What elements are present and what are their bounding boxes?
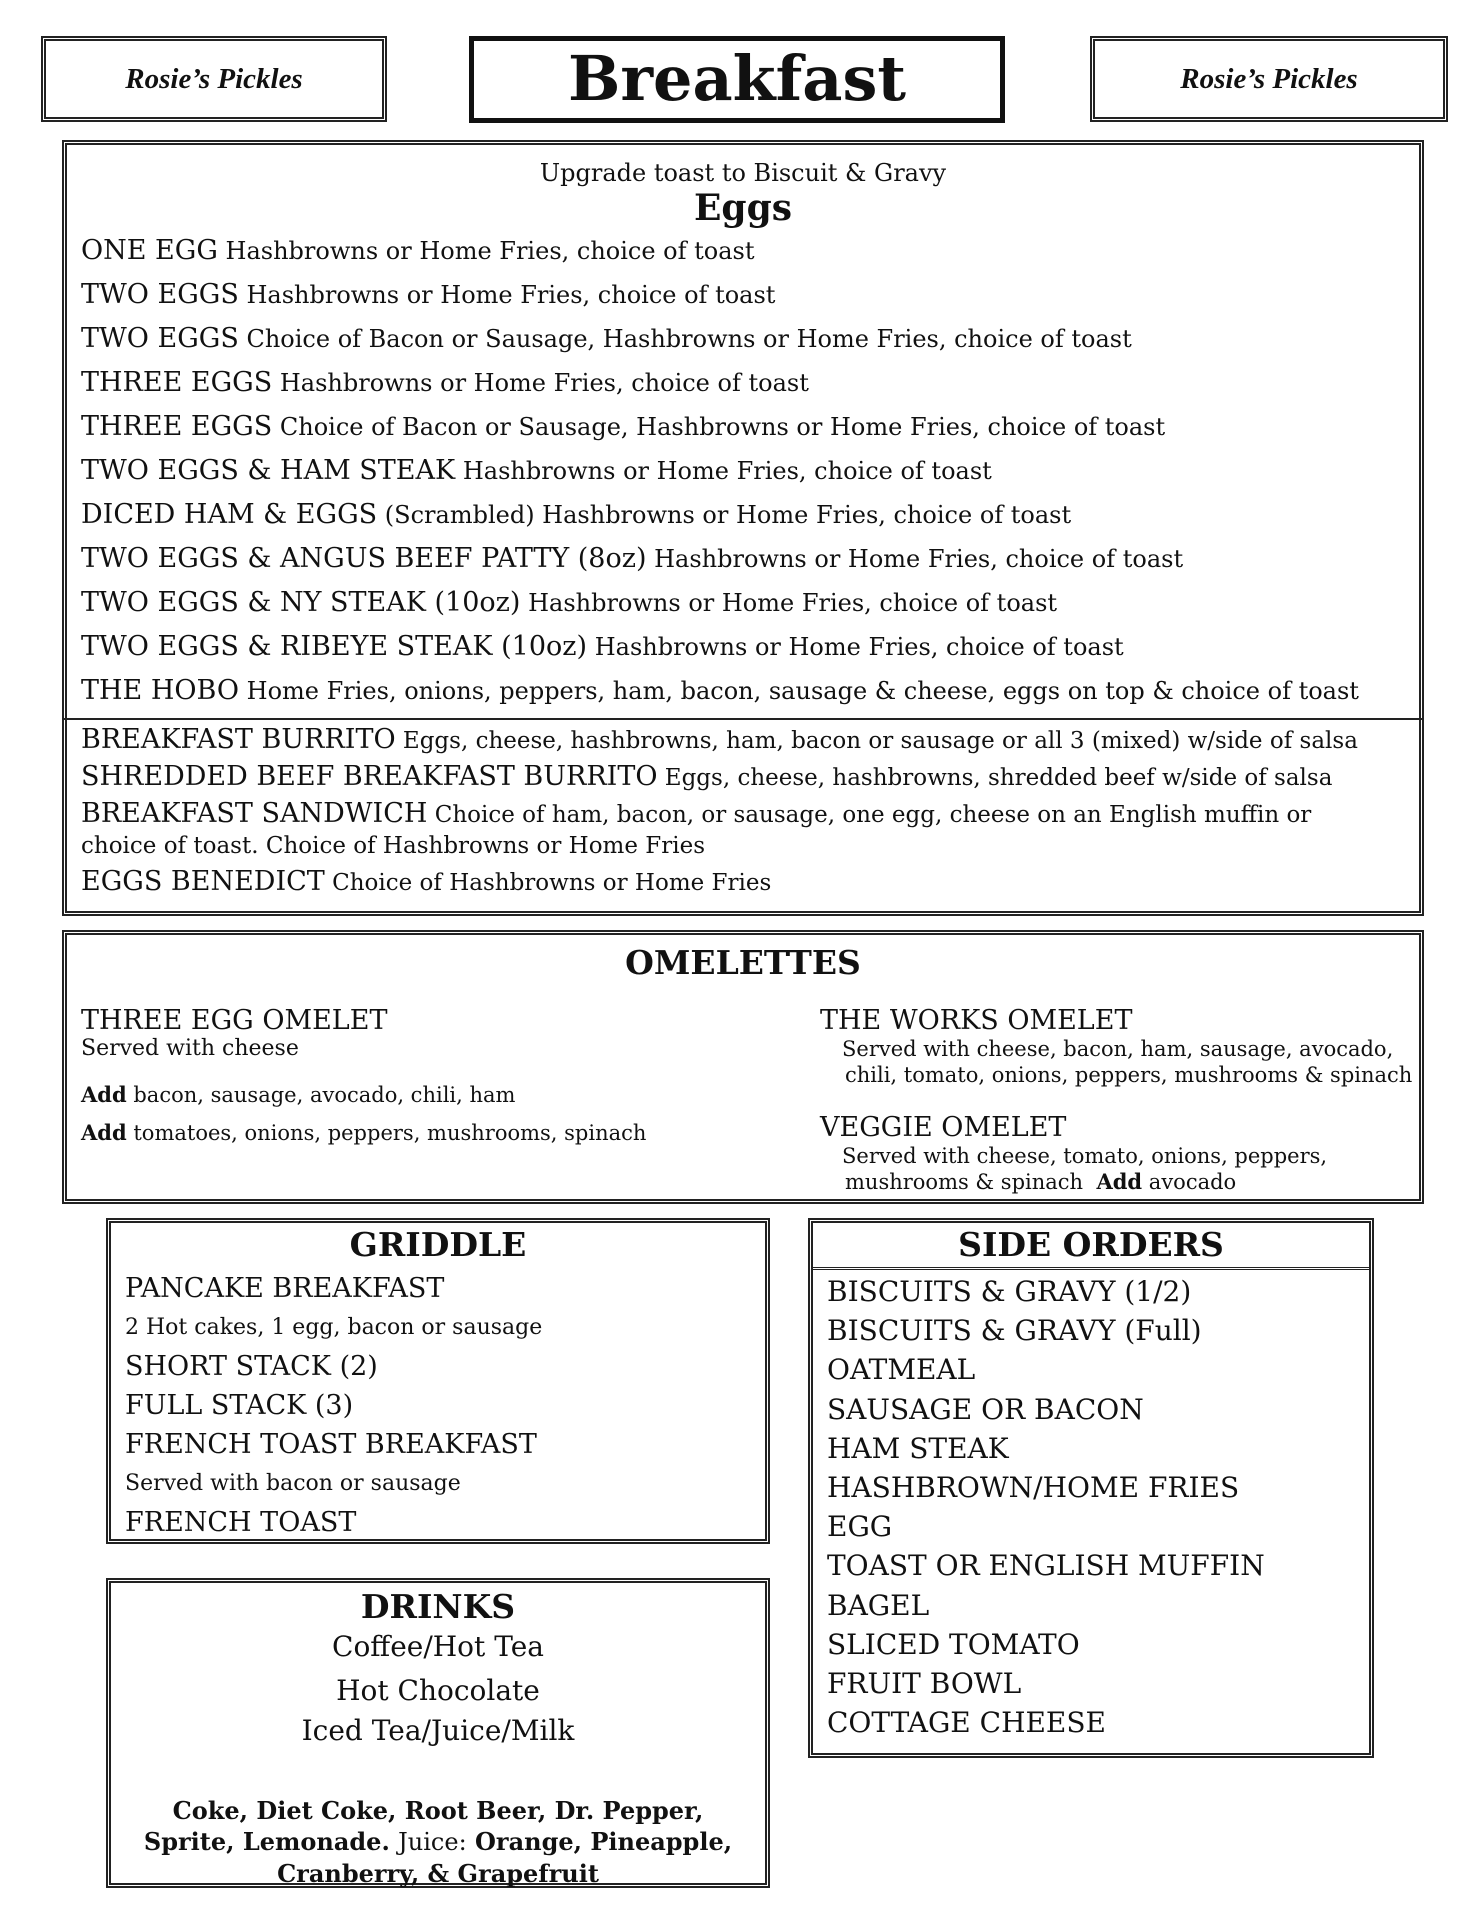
menu-item: [81, 537, 1419, 581]
item-desc: (Scrambled) Hashbrowns or Home Fries, choice of toast: [384, 501, 1072, 529]
list-item: BAGEL: [827, 1588, 930, 1622]
list-item: BISCUITS & GRAVY (Full): [827, 1314, 1202, 1348]
menu-item: [81, 229, 1419, 273]
item-desc: Hashbrowns or Home Fries, choice of toast: [246, 281, 776, 309]
menu-item: PANCAKE BREAKFAST: [125, 1273, 445, 1304]
list-item: TOAST OR ENGLISH MUFFIN: [827, 1549, 1265, 1583]
list-item: OATMEAL: [827, 1353, 976, 1387]
item-name: TWO EGGS & HAM STEAK: [81, 455, 456, 486]
item-desc: Served with cheese: [81, 1036, 299, 1061]
list-item: SAUSAGE OR BACON: [827, 1392, 1144, 1426]
burrito-items: [67, 724, 1419, 899]
list-item: SLICED TOMATO: [827, 1627, 1080, 1661]
header-logo-right: [1090, 36, 1448, 122]
griddle-title: GRIDDLE: [349, 1225, 527, 1264]
item-name: TWO EGGS: [81, 279, 239, 310]
item-desc: Served with bacon or sausage: [125, 1471, 461, 1496]
item-desc: Hashbrowns or Home Fries, choice of toast: [528, 589, 1058, 617]
menu-item: [81, 866, 1419, 899]
list-item: Coffee/Hot Tea: [332, 1630, 544, 1663]
juice-label: Juice:: [398, 1828, 467, 1856]
item-name: THREE EGG OMELET: [81, 1005, 388, 1036]
item-desc: Hashbrowns or Home Fries, choice of toast: [462, 457, 992, 485]
divider: [62, 718, 1424, 720]
list-item: COTTAGE CHEESE: [827, 1706, 1106, 1740]
add-label: Add: [81, 1082, 127, 1107]
item-name: THE HOBO: [81, 675, 240, 706]
upgrade-note: Upgrade toast to Biscuit & Gravy: [539, 159, 947, 187]
item-name: THREE EGGS: [81, 411, 273, 442]
item-desc: Home Fries, onions, peppers, ham, bacon, sausage & cheese, eggs on top & choice of toast: [246, 677, 1359, 705]
menu-item: SHORT STACK (2): [125, 1351, 378, 1382]
menu-item: FRENCH TOAST: [125, 1507, 357, 1538]
item-name: BREAKFAST SANDWICH: [81, 798, 428, 829]
list-item: Iced Tea/Juice/Milk: [301, 1714, 575, 1747]
logo-text-right: Rosie’s Pickles: [1180, 63, 1358, 95]
menu-item: [81, 449, 1419, 493]
menu-item: [81, 405, 1419, 449]
item-name: SHREDDED BEEF BREAKFAST BURRITO: [81, 761, 658, 792]
drinks-section: [106, 1578, 770, 1888]
item-name: TWO EGGS & ANGUS BEEF PATTY (8oz): [81, 543, 647, 574]
item-name: BREAKFAST BURRITO: [81, 724, 396, 755]
juice-line: Orange, Pineapple,: [475, 1827, 733, 1856]
item-desc-cont: choice of toast. Choice of Hashbrowns or Home Fries: [81, 833, 706, 859]
item-desc: Eggs, cheese, hashbrowns, ham, bacon or sausage or all 3 (mixed) w/side of salsa: [402, 728, 1358, 754]
item-desc: Eggs, cheese, hashbrowns, shredded beef w/side of salsa: [664, 765, 1333, 791]
item-desc: Hashbrowns or Home Fries, choice of toast: [279, 369, 809, 397]
item-desc: Hashbrowns or Home Fries, choice of toast: [654, 545, 1184, 573]
add-options: bacon, sausage, avocado, chili, ham: [133, 1083, 516, 1107]
menu-item: [81, 724, 1419, 757]
item-name: TWO EGGS: [81, 323, 239, 354]
item-desc: Choice of Bacon or Sausage, Hashbrowns or Home Fries, choice of toast: [246, 325, 1132, 353]
veggie-desc-cont: mushrooms & spinach: [845, 1170, 1084, 1194]
add-label: Add: [1096, 1169, 1143, 1194]
eggs-section: [62, 140, 1424, 916]
add-options: avocado: [1148, 1170, 1237, 1194]
omelettes-title: OMELETTES: [625, 943, 861, 982]
menu-item: [81, 273, 1419, 317]
menu-item: [81, 669, 1419, 713]
side-orders-section: [808, 1218, 1374, 1758]
item-name: ONE EGG: [81, 235, 218, 266]
eggs-title: Eggs: [693, 187, 793, 229]
veggie-desc: Served with cheese, tomato, onions, peppers,: [842, 1144, 1328, 1168]
omelettes-section: [62, 930, 1424, 1204]
menu-item: FRENCH TOAST BREAKFAST: [125, 1429, 537, 1460]
sodas-line: Coke, Diet Coke, Root Beer, Dr. Pepper,: [172, 1796, 704, 1825]
item-name: TWO EGGS & RIBEYE STEAK (10oz): [81, 631, 588, 662]
list-item: HAM STEAK: [827, 1431, 1009, 1465]
menu-item: [81, 317, 1419, 361]
item-name: THE WORKS OMELET: [820, 1005, 1133, 1036]
works-omelet: [820, 1005, 1412, 1195]
page-title: Breakfast: [469, 36, 1005, 123]
list-item: FRUIT BOWL: [827, 1666, 1022, 1700]
add-label: Add: [81, 1120, 127, 1145]
three-egg-omelet: [81, 1005, 646, 1146]
menu-item: FULL STACK (3): [125, 1390, 354, 1421]
add-options: tomatoes, onions, peppers, mushrooms, spinach: [133, 1121, 647, 1145]
menu-item: [81, 581, 1419, 625]
item-desc: Hashbrowns or Home Fries, choice of toast: [594, 633, 1124, 661]
item-desc: 2 Hot cakes, 1 egg, bacon or sausage: [125, 1315, 543, 1340]
list-item: BISCUITS & GRAVY (1/2): [827, 1275, 1192, 1308]
item-name: EGGS BENEDICT: [81, 866, 325, 897]
menu-item: [81, 361, 1419, 405]
item-name: THREE EGGS: [81, 367, 273, 398]
item-name: TWO EGGS & NY STEAK (10oz): [81, 587, 521, 618]
eggs-items: [67, 229, 1419, 713]
griddle-section: [106, 1218, 770, 1544]
item-desc-cont: chili, tomato, onions, peppers, mushrooms & spinach: [845, 1063, 1413, 1087]
menu-item: [81, 625, 1419, 669]
juice-line: Cranberry, & Grapefruit: [277, 1859, 599, 1888]
list-item: HASHBROWN/HOME FRIES: [827, 1470, 1240, 1504]
list-item: Hot Chocolate: [336, 1674, 540, 1707]
item-name: DICED HAM & EGGS: [81, 499, 378, 530]
item-desc: Choice of Hashbrowns or Home Fries: [332, 870, 772, 896]
menu-item: [81, 798, 1419, 862]
item-desc: Choice of ham, bacon, or sausage, one egg, cheese on an English muffin or: [434, 802, 1312, 828]
list-item: EGG: [827, 1510, 893, 1544]
item-desc: Served with cheese, bacon, ham, sausage, avocado,: [842, 1037, 1394, 1061]
menu-item: [81, 493, 1419, 537]
sodas-line: Sprite, Lemonade.: [143, 1827, 390, 1856]
side-orders-title: SIDE ORDERS: [813, 1223, 1369, 1270]
drinks-title: DRINKS: [360, 1587, 516, 1626]
veggie-omelet-name: VEGGIE OMELET: [820, 1112, 1067, 1143]
logo-text-left: Rosie’s Pickles: [125, 63, 303, 95]
item-desc: Hashbrowns or Home Fries, choice of toast: [225, 237, 755, 265]
menu-item: [81, 761, 1419, 794]
item-desc: Choice of Bacon or Sausage, Hashbrowns or Home Fries, choice of toast: [279, 413, 1166, 441]
header-logo-left: [41, 36, 387, 122]
